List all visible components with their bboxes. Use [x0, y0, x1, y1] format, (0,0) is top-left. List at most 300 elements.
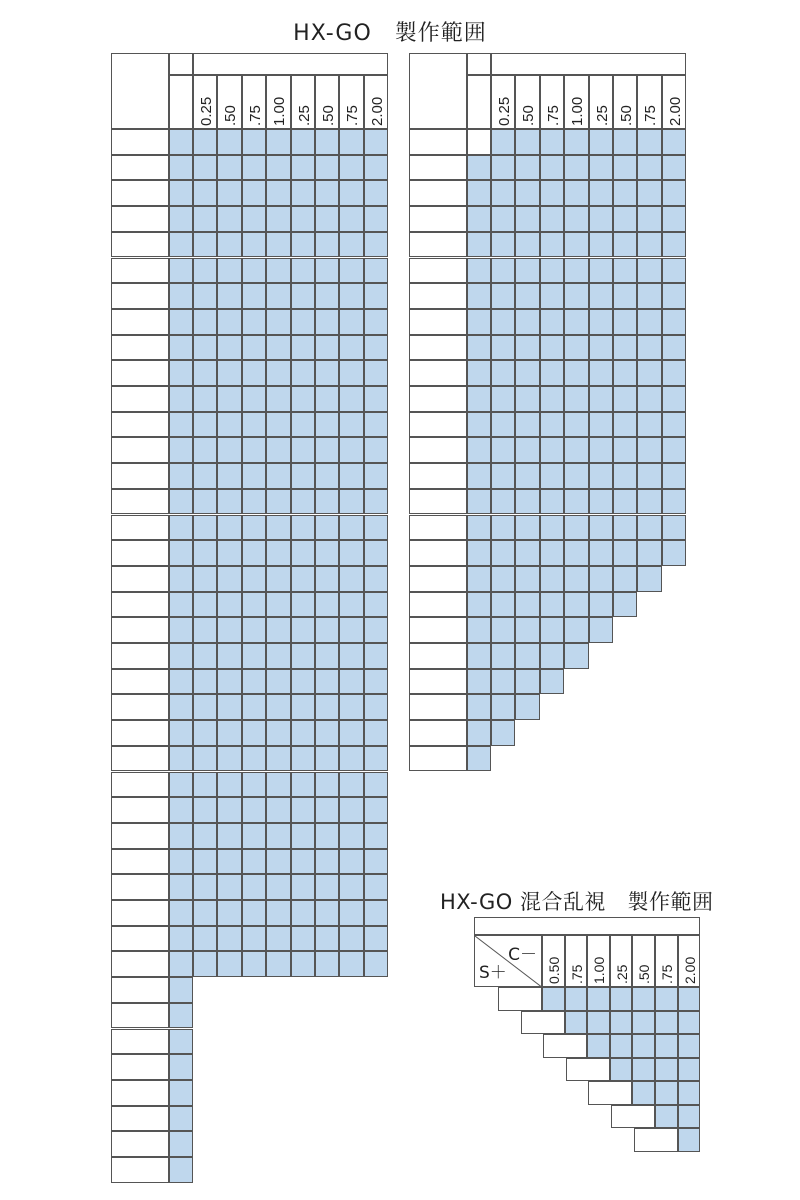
mix-cyl-value-cell: [632, 935, 655, 987]
plus-cyl-cell: [613, 437, 637, 463]
plus-cyl-cell: [613, 180, 637, 206]
minus-cyl-cell: [291, 823, 315, 849]
minus-cyl-cell: [242, 669, 266, 695]
plus-cyl-value-cell: [564, 75, 588, 129]
minus-cyl-cell: [193, 797, 217, 823]
minus-sph-label: [111, 180, 169, 206]
minus-cyl-cell: [291, 643, 315, 669]
plus-cyl-cell: [515, 335, 539, 361]
plus-sphere-cell: [467, 694, 491, 720]
plus-sph-label: [409, 720, 467, 746]
mix-cyl-value-cell: [678, 935, 701, 987]
plus-cyl-cell: [637, 335, 661, 361]
minus-cyl-cell: [364, 643, 388, 669]
plus-sphere-cell: [467, 129, 491, 155]
minus-cyl-cell: [339, 874, 363, 900]
minus-sph-label: [111, 232, 169, 258]
plus-sphere-cell: [467, 720, 491, 746]
minus-cyl-cell: [193, 900, 217, 926]
minus-sph-label: [111, 335, 169, 361]
minus-cyl-cell: [364, 309, 388, 335]
minus-cyl-cell: [291, 669, 315, 695]
minus-sphere-cell: [169, 206, 193, 232]
plus-sph-label: [409, 309, 467, 335]
minus-cyl-cell: [193, 463, 217, 489]
plus-sphere-cell: [467, 643, 491, 669]
plus-sph-label: [409, 540, 467, 566]
plus-cyl-cell: [662, 437, 686, 463]
minus-cyl-cell: [364, 386, 388, 412]
plus-sign-header: [409, 53, 467, 129]
plus-cyl-cell: [564, 335, 588, 361]
plus-cyl-cell: [589, 129, 613, 155]
minus-cyl-cell: [364, 540, 388, 566]
plus-cyl-cell: [540, 617, 564, 643]
minus-cyl-cell: [266, 155, 290, 181]
minus-cyl-cell: [193, 823, 217, 849]
minus-cyl-cell: [193, 566, 217, 592]
minus-sph-label: [111, 489, 169, 515]
minus-cyl-cell: [339, 155, 363, 181]
mix-cyl-value-cell: [565, 935, 588, 987]
plus-cyl-cell: [637, 437, 661, 463]
minus-cyl-cell: [291, 283, 315, 309]
plus-sphere-cell: [467, 669, 491, 695]
minus-cyl-cell: [217, 129, 241, 155]
minus-sph-label: [111, 386, 169, 412]
minus-sphere-cell: [169, 180, 193, 206]
plus-cyl-value-cell: [637, 75, 661, 129]
minus-sphere-cell: [169, 386, 193, 412]
plus-cyl-cell: [662, 463, 686, 489]
plus-cyl-cell: [515, 309, 539, 335]
plus-cyl-cell: [589, 360, 613, 386]
minus-cyl-cell: [242, 951, 266, 977]
plus-cyl-cell: [515, 515, 539, 541]
mix-cell: [565, 1011, 588, 1035]
plus-cyl-cell: [491, 335, 515, 361]
plus-sphere-cell: [467, 412, 491, 438]
minus-cyl-cell: [242, 849, 266, 875]
minus-cyl-value: .50: [320, 105, 337, 126]
minus-cyl-cell: [339, 515, 363, 541]
minus-cyl-cell: [291, 335, 315, 361]
minus-cyl-cell: [291, 206, 315, 232]
minus-sphere-cell: [169, 823, 193, 849]
minus-sphere-cell: [169, 669, 193, 695]
minus-cyl-cell: [242, 772, 266, 798]
plus-cyl-cell: [662, 129, 686, 155]
minus-cyl-cell: [315, 180, 339, 206]
page-title: HX-GO 製作範囲: [293, 21, 487, 46]
plus-cyl-cell: [491, 566, 515, 592]
plus-cyl-cell: [637, 515, 661, 541]
minus-cyl-cell: [193, 874, 217, 900]
minus-cyl-cell: [339, 412, 363, 438]
minus-cyl-cell: [364, 206, 388, 232]
minus-cyl-cell: [339, 489, 363, 515]
minus-sphere-cell: [169, 977, 193, 1003]
minus-cyl-cell: [315, 926, 339, 952]
mix-cell: [632, 987, 655, 1011]
minus-cyl-cell: [339, 463, 363, 489]
mix-cyl-value-cell: [587, 935, 610, 987]
minus-cyl-cell: [339, 669, 363, 695]
minus-cyl-cell: [217, 694, 241, 720]
minus-cyl-value: .75: [344, 105, 362, 126]
minus-sph-label: [111, 592, 169, 618]
plus-sph-label: [409, 129, 467, 155]
minus-cyl-cell: [217, 412, 241, 438]
plus-cyl-cell: [491, 515, 515, 541]
plus-cyl-cell: [637, 155, 661, 181]
minus-cyl-cell: [291, 797, 315, 823]
mix-title: HX-GO 混合乱視 製作範囲: [440, 890, 714, 914]
plus-cyl-cell: [613, 155, 637, 181]
minus-cyl-cell: [217, 540, 241, 566]
minus-cyl-cell: [291, 900, 315, 926]
plus-cyl-cell: [589, 232, 613, 258]
minus-cyl-cell: [364, 463, 388, 489]
plus-cyl-cell: [662, 335, 686, 361]
minus-cyl-cell: [291, 463, 315, 489]
plus-sphere-cell: [467, 232, 491, 258]
minus-cyl-cell: [242, 437, 266, 463]
plus-sphere-cell: [467, 463, 491, 489]
minus-cyl-cell: [315, 335, 339, 361]
minus-cyl-cell: [193, 592, 217, 618]
minus-cyl-cell: [193, 772, 217, 798]
plus-cyl-cell: [613, 283, 637, 309]
plus-cyl-cell: [564, 206, 588, 232]
minus-cyl-cell: [339, 900, 363, 926]
minus-cyl-cell: [315, 283, 339, 309]
mix-sph-label: [498, 987, 542, 1011]
minus-cyl-value: .25: [295, 105, 313, 126]
mix-cell: [655, 1034, 678, 1058]
plus-cyl-value-cell: [540, 75, 564, 129]
minus-sph-label: [111, 772, 169, 798]
plus-cyl-value-cell: [613, 75, 637, 129]
minus-cyl-cell: [193, 335, 217, 361]
plus-cyl-cell: [515, 155, 539, 181]
minus-cyl-cell: [193, 180, 217, 206]
minus-cyl-cell: [266, 694, 290, 720]
minus-cyl-cell: [266, 720, 290, 746]
minus-cyl-cell: [291, 489, 315, 515]
minus-sphere-sign: [169, 75, 193, 129]
minus-cyl-cell: [242, 258, 266, 284]
plus-cyl-value: .75: [544, 105, 562, 126]
plus-cyl-cell: [491, 592, 515, 618]
minus-cyl-cell: [339, 360, 363, 386]
minus-cyl-cell: [193, 283, 217, 309]
minus-cyl-cell: [339, 283, 363, 309]
plus-cyl-cell: [589, 617, 613, 643]
minus-cyl-cell: [364, 874, 388, 900]
minus-cyl-cell: [291, 437, 315, 463]
minus-cyl-cell: [266, 874, 290, 900]
plus-cyl-cell: [515, 540, 539, 566]
mix-cell: [587, 1034, 610, 1058]
minus-cyl-cell: [242, 335, 266, 361]
minus-cyl-cell: [291, 926, 315, 952]
minus-cyl-cell: [364, 669, 388, 695]
minus-cyl-cell: [242, 180, 266, 206]
plus-cyl-value: .25: [593, 105, 611, 126]
mix-sph-label: [634, 1128, 678, 1152]
minus-cyl-value-cell: [242, 75, 266, 129]
plus-sph-label: [409, 489, 467, 515]
plus-cyl-cell: [637, 386, 661, 412]
minus-cyl-cell: [364, 129, 388, 155]
minus-sph-label: [111, 1131, 169, 1157]
minus-cyl-cell: [217, 617, 241, 643]
minus-cyl-cell: [266, 335, 290, 361]
minus-cyl-cell: [193, 643, 217, 669]
minus-sph-label: [111, 129, 169, 155]
plus-cyl-cell: [491, 283, 515, 309]
minus-cyl-cell: [266, 617, 290, 643]
minus-cyl-cell: [217, 900, 241, 926]
plus-cyl-cell: [564, 617, 588, 643]
mix-corner-cell: [474, 935, 542, 987]
minus-sph-label: [111, 283, 169, 309]
mix-sph-label: [521, 1011, 565, 1035]
mix-sph-label: [566, 1058, 610, 1082]
plus-cyl-cell: [564, 437, 588, 463]
mix-c-label: C－: [508, 945, 537, 965]
minus-sphere-cell: [169, 129, 193, 155]
minus-cyl-cell: [266, 566, 290, 592]
minus-cyl-value: 1.00: [271, 96, 289, 126]
minus-cyl-cell: [242, 463, 266, 489]
minus-cyl-cell: [291, 258, 315, 284]
plus-cyl-cell: [662, 360, 686, 386]
plus-cyl-cell: [564, 258, 588, 284]
plus-cyl-cell: [515, 566, 539, 592]
plus-cyl-cell: [540, 489, 564, 515]
minus-sphere-cell: [169, 540, 193, 566]
minus-sphere-cell: [169, 746, 193, 772]
minus-cyl-cell: [364, 746, 388, 772]
minus-cyl-cell: [291, 309, 315, 335]
minus-sphere-cell: [169, 592, 193, 618]
mix-cyl-value-cell: [610, 935, 633, 987]
minus-sphere-cell: [169, 926, 193, 952]
mix-cell: [678, 987, 701, 1011]
plus-sph-label: [409, 643, 467, 669]
minus-sign-header: [111, 53, 169, 129]
minus-sphere-cell: [169, 1157, 193, 1183]
plus-cyl-cell: [662, 155, 686, 181]
plus-cyl-header: [491, 53, 686, 75]
minus-sph-label: [111, 309, 169, 335]
plus-cyl-cell: [515, 206, 539, 232]
minus-sph-label: [111, 540, 169, 566]
plus-cyl-cell: [491, 232, 515, 258]
minus-sphere-cell: [169, 720, 193, 746]
minus-sphere-cell: [169, 1003, 193, 1029]
minus-cyl-cell: [291, 540, 315, 566]
minus-cyl-cell: [315, 617, 339, 643]
minus-cyl-cell: [315, 155, 339, 181]
plus-sphere-cell: [467, 360, 491, 386]
plus-sph-label: [409, 515, 467, 541]
plus-cyl-cell: [564, 592, 588, 618]
plus-cyl-cell: [540, 463, 564, 489]
minus-cyl-cell: [339, 617, 363, 643]
minus-cyl-value-cell: [217, 75, 241, 129]
minus-cyl-cell: [266, 823, 290, 849]
plus-cyl-cell: [637, 463, 661, 489]
mix-cell: [587, 1011, 610, 1035]
minus-cyl-cell: [339, 772, 363, 798]
minus-sph-label: [111, 900, 169, 926]
minus-cyl-cell: [339, 951, 363, 977]
minus-sphere-cell: [169, 617, 193, 643]
plus-cyl-cell: [662, 283, 686, 309]
minus-cyl-cell: [364, 566, 388, 592]
minus-cyl-cell: [242, 566, 266, 592]
plus-cyl-cell: [589, 412, 613, 438]
minus-cyl-value: 2.00: [368, 96, 386, 126]
minus-cyl-cell: [266, 437, 290, 463]
plus-sph-label: [409, 463, 467, 489]
minus-cyl-cell: [339, 180, 363, 206]
plus-sph-label: [409, 206, 467, 232]
minus-cyl-cell: [339, 823, 363, 849]
minus-cyl-cell: [242, 155, 266, 181]
minus-cyl-cell: [339, 386, 363, 412]
minus-sphere-cell: [169, 437, 193, 463]
minus-cyl-cell: [266, 926, 290, 952]
minus-cyl-cell: [291, 874, 315, 900]
minus-sphere-cell: [169, 849, 193, 875]
minus-sphere-cell: [169, 694, 193, 720]
minus-cyl-cell: [193, 515, 217, 541]
minus-cyl-cell: [291, 951, 315, 977]
minus-cyl-cell: [315, 874, 339, 900]
minus-cyl-cell: [242, 720, 266, 746]
minus-cyl-cell: [315, 669, 339, 695]
plus-sphere-cell: [467, 180, 491, 206]
minus-cyl-cell: [315, 463, 339, 489]
minus-sph-label: [111, 515, 169, 541]
minus-cyl-cell: [315, 412, 339, 438]
minus-cyl-cell: [193, 309, 217, 335]
mix-cell: [565, 987, 588, 1011]
minus-cyl-cell: [193, 951, 217, 977]
plus-cyl-cell: [515, 258, 539, 284]
minus-cyl-cell: [364, 951, 388, 977]
plus-cyl-cell: [515, 283, 539, 309]
minus-sph-label: [111, 849, 169, 875]
plus-cyl-cell: [637, 360, 661, 386]
minus-cyl-cell: [364, 849, 388, 875]
mix-cell: [542, 987, 565, 1011]
plus-cyl-cell: [540, 643, 564, 669]
minus-cyl-cell: [242, 643, 266, 669]
minus-cyl-cell: [193, 720, 217, 746]
minus-cyl-cell: [193, 694, 217, 720]
minus-cyl-cell: [364, 412, 388, 438]
minus-cyl-cell: [217, 746, 241, 772]
plus-cyl-cell: [613, 412, 637, 438]
minus-cyl-cell: [242, 694, 266, 720]
minus-cyl-cell: [291, 720, 315, 746]
minus-cyl-cell: [217, 849, 241, 875]
plus-cyl-cell: [540, 515, 564, 541]
plus-cyl-value: 1.00: [569, 96, 587, 126]
mix-cell: [678, 1105, 701, 1129]
minus-cyl-value-cell: [193, 75, 217, 129]
mix-cyl-value: .75: [659, 964, 675, 984]
mix-cell: [678, 1128, 701, 1152]
minus-sph-label: [111, 566, 169, 592]
minus-sphere-cell: [169, 1080, 193, 1106]
minus-cyl-cell: [339, 437, 363, 463]
plus-sph-label: [409, 412, 467, 438]
minus-cyl-cell: [242, 926, 266, 952]
minus-cyl-cell: [315, 951, 339, 977]
plus-sphere-cell: [467, 515, 491, 541]
plus-cyl-cell: [662, 180, 686, 206]
plus-cyl-cell: [491, 643, 515, 669]
minus-cyl-cell: [217, 797, 241, 823]
minus-sph-label: [111, 1157, 169, 1183]
minus-sphere-cell: [169, 232, 193, 258]
minus-sphere-cell: [169, 951, 193, 977]
minus-cyl-value: .50: [222, 105, 240, 126]
plus-cyl-cell: [637, 540, 661, 566]
minus-cyl-value: .75: [246, 105, 264, 126]
minus-cyl-cell: [291, 360, 315, 386]
minus-cyl-cell: [339, 720, 363, 746]
minus-cyl-cell: [266, 258, 290, 284]
plus-cyl-cell: [589, 566, 613, 592]
minus-sphere-cell: [169, 874, 193, 900]
mix-cell: [587, 987, 610, 1011]
plus-cyl-cell: [540, 258, 564, 284]
plus-cyl-cell: [637, 180, 661, 206]
minus-cyl-cell: [217, 463, 241, 489]
plus-cyl-cell: [589, 180, 613, 206]
mix-cyl-value: .25: [613, 964, 630, 984]
minus-cyl-cell: [315, 746, 339, 772]
plus-cyl-cell: [515, 386, 539, 412]
minus-cyl-cell: [291, 772, 315, 798]
mix-cell: [632, 1058, 655, 1082]
minus-cyl-cell: [193, 412, 217, 438]
minus-cyl-cell: [242, 900, 266, 926]
mix-cell: [678, 1011, 701, 1035]
plus-cyl-cell: [637, 309, 661, 335]
plus-cyl-cell: [564, 129, 588, 155]
plus-cyl-cell: [515, 617, 539, 643]
minus-cyl-cell: [364, 772, 388, 798]
minus-cyl-cell: [242, 874, 266, 900]
plus-cyl-cell: [564, 463, 588, 489]
plus-cyl-cell: [515, 180, 539, 206]
minus-cyl-cell: [217, 206, 241, 232]
minus-cyl-cell: [339, 566, 363, 592]
minus-cyl-cell: [217, 515, 241, 541]
plus-cyl-cell: [564, 515, 588, 541]
minus-cyl-cell: [217, 720, 241, 746]
mix-cell: [655, 987, 678, 1011]
plus-sphere-cell: [467, 489, 491, 515]
